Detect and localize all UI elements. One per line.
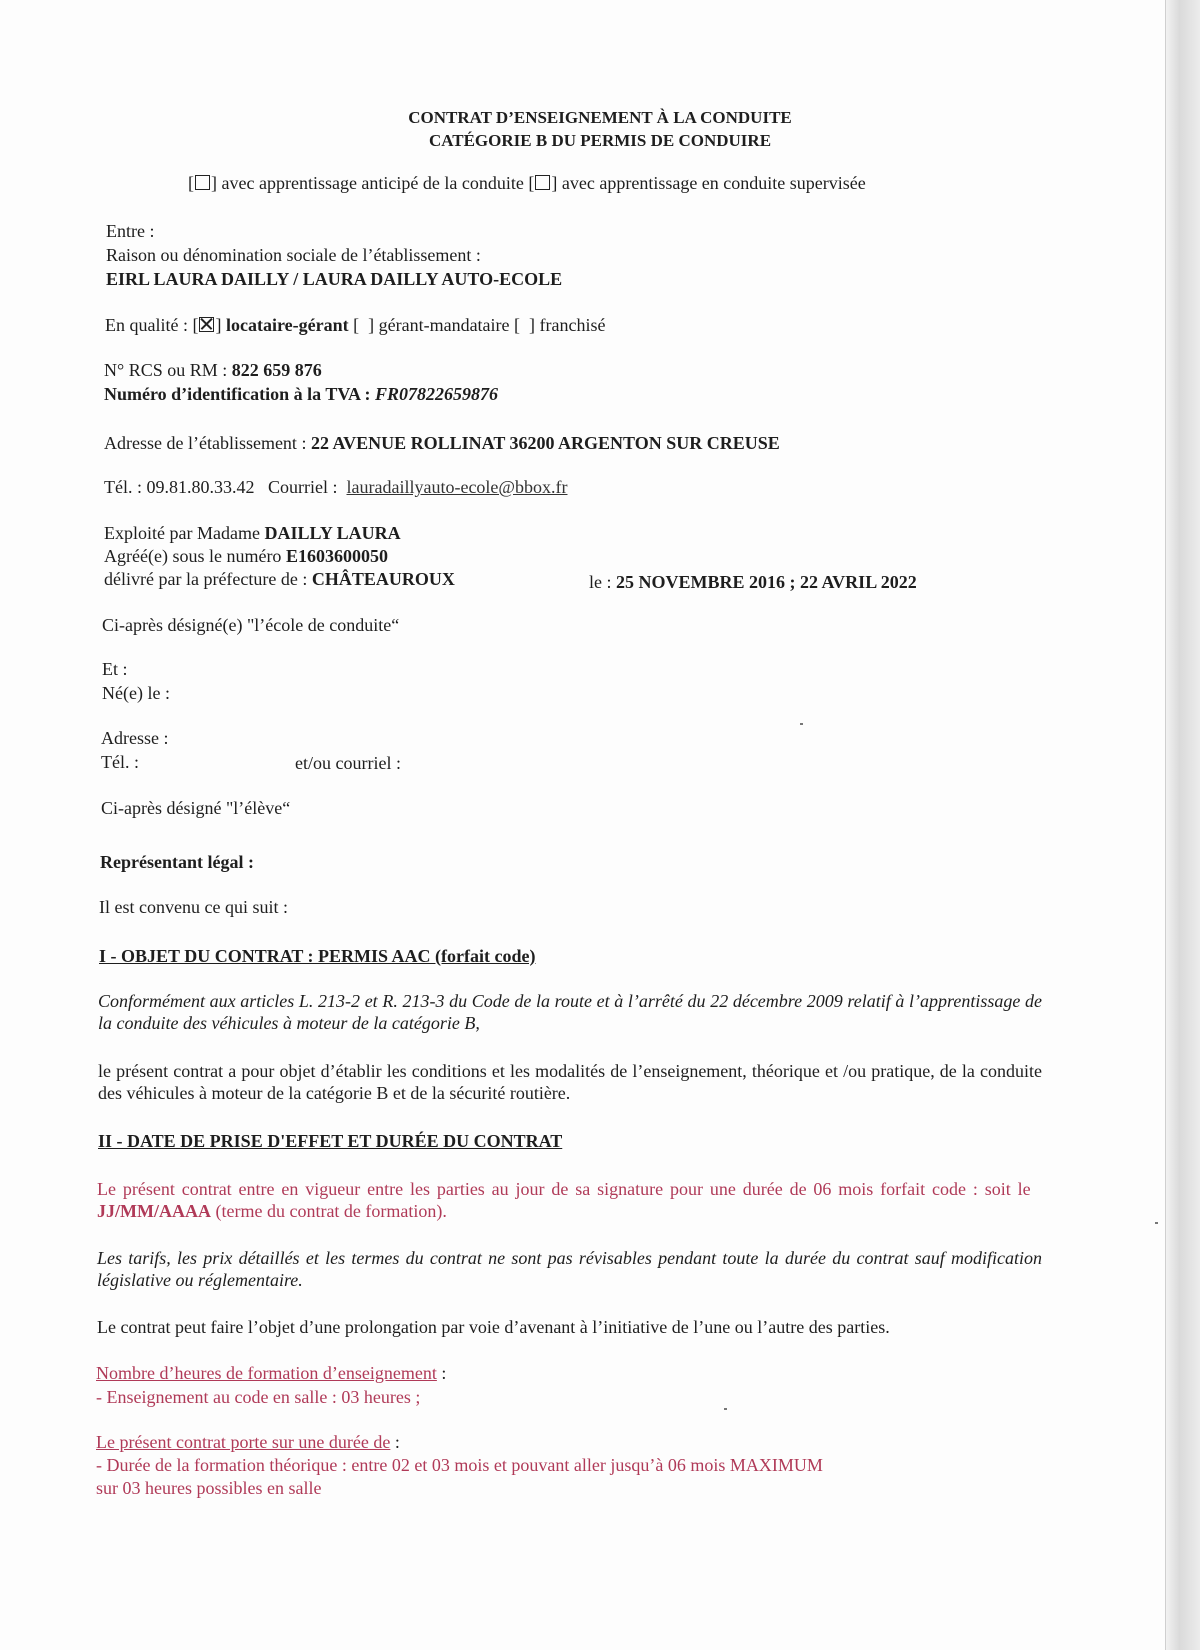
date-value: 25 NOVEMBRE 2016 ; 22 AVRIL 2022 <box>616 572 917 592</box>
designe-eleve: Ci-après désigné "l’élève“ <box>101 798 291 818</box>
prefecture-value: CHÂTEAUROUX <box>311 569 455 589</box>
scan-page-edge <box>1165 0 1200 1650</box>
options-line: [ ] avec apprentissage anticipé de la conduite [ ] avec apprentissage en conduite supervisée <box>188 173 866 193</box>
adresse-label: Adresse de l’établissement : <box>104 433 307 453</box>
adresse-eleve-label: Adresse : <box>101 728 169 748</box>
adresse-line <box>104 432 780 454</box>
convenu-text: Il est convenu ce qui suit : <box>99 897 288 917</box>
email-link[interactable]: lauradaillyauto-ecole@bbox.fr <box>346 477 568 497</box>
heures-line: Nombre d’heures de formation d’enseignement : <box>96 1363 447 1383</box>
tel-value: 09.81.80.33.42 <box>146 477 255 497</box>
qualite-line: En qualité : [ ] locataire-gérant [ ] gérant-mandataire [ ] franchisé <box>105 315 606 335</box>
representant-label: Représentant légal : <box>100 852 254 872</box>
section2-title: II - DATE DE PRISE D'EFFET ET DURÉE DU CONTRAT <box>98 1131 563 1151</box>
section2-prolongation: Le contrat peut faire l’objet d’une prolongation par voie d’avenant à l’initiative de l’une ou l’autre des parties. <box>97 1317 890 1337</box>
adresse-value: 22 AVENUE ROLLINAT 36200 ARGENTON SUR CREUSE <box>310 433 780 453</box>
courriel-eleve-label: et/ou courriel : <box>295 753 401 773</box>
section2-red-tail: (terme du contrat de formation). <box>215 1201 447 1221</box>
checkbox-anticipe[interactable] <box>195 175 210 190</box>
tel-label: Tél. : <box>104 477 142 497</box>
section2-red-date: JJ/MM/AAAA <box>97 1201 211 1221</box>
title-line-2: CATÉGORIE B DU PERMIS DE CONDUIRE <box>428 131 772 150</box>
entre-label: Entre : <box>106 221 155 241</box>
prefecture-date-line <box>589 571 917 593</box>
qualite-opt1: locataire-gérant <box>225 315 349 335</box>
et-label: Et : <box>102 659 128 679</box>
tva-label: Numéro d’identification à la TVA : <box>104 384 371 404</box>
duree-line: Le présent contrat porte sur une durée de : <box>96 1432 400 1452</box>
raison-value: EIRL LAURA DAILLY / LAURA DAILLY AUTO-ECOLE <box>106 269 563 289</box>
duree-item1: - Durée de la formation théorique : entre 02 et 03 mois et pouvant aller jusqu’à 06 mois MAXIMUM <box>96 1455 823 1475</box>
option-anticipe: avec apprentissage anticipé de la conduite <box>221 173 524 193</box>
qualite-opt2: gérant-mandataire <box>378 315 510 335</box>
prefecture-line <box>104 568 455 590</box>
exploite-label: Exploité par Madame <box>104 523 260 543</box>
heures-title: Nombre d’heures de formation d’enseignement <box>96 1363 437 1383</box>
scan-speck <box>724 1408 727 1410</box>
designe-ecole: Ci-après désigné(e) "l’école de conduite“ <box>102 615 400 635</box>
section1-title: I - OBJET DU CONTRAT : PERMIS AAC (forfait code) <box>99 946 536 966</box>
exploite-value: DAILLY LAURA <box>264 523 401 543</box>
qualite-label: En qualité : <box>105 315 188 335</box>
exploite-line <box>104 522 401 544</box>
option-supervise: avec apprentissage en conduite supervisée <box>561 173 866 193</box>
tel-eleve-label: Tél. : <box>101 752 139 772</box>
raison-label: Raison ou dénomination sociale de l’établissement : <box>106 245 481 265</box>
contact-line <box>104 476 567 498</box>
agree-line <box>104 545 388 567</box>
checkbox-supervise[interactable] <box>535 175 550 190</box>
duree-title: Le présent contrat porte sur une durée de <box>96 1432 391 1452</box>
rcs-value: 822 659 876 <box>231 360 322 380</box>
mail-label: Courriel : <box>268 477 338 497</box>
tva-line <box>104 383 498 405</box>
scan-speck <box>800 723 803 725</box>
date-label: le : <box>589 572 612 592</box>
scan-speck <box>1155 1222 1158 1224</box>
checkbox-locataire-gerant[interactable] <box>199 317 214 332</box>
section2-red-paragraph <box>97 1178 1042 1222</box>
qualite-opt3: franchisé <box>539 315 606 335</box>
rcs-line <box>104 359 322 381</box>
ne-le-label: Né(e) le : <box>102 683 170 703</box>
heures-item: - Enseignement au code en salle : 03 heures ; <box>96 1387 421 1407</box>
rcs-label: N° RCS ou RM : <box>104 360 228 380</box>
section2-red-text: Le présent contrat entre en vigueur entre les parties au jour de sa signature pour une durée de 06 mois forfait code : soit le <box>97 1179 1031 1199</box>
duree-item2: sur 03 heures possibles en salle <box>96 1478 322 1498</box>
section1-body: le présent contrat a pour objet d’établir les conditions et les modalités de l’enseignement, théorique et /ou pratique, de la conduite des véhicules à moteur de la catégorie B et de la sécurité routière. <box>98 1061 1042 1103</box>
title-line-1: CONTRAT D’ENSEIGNEMENT À LA CONDUITE <box>408 108 792 127</box>
section2-italic: Les tarifs, les prix détaillés et les termes du contrat ne sont pas révisables pendant toute la durée du contrat sauf modification législative ou réglementaire. <box>97 1248 1042 1290</box>
section1-italic: Conformément aux articles L. 213-2 et R. 213-3 du Code de la route et à l’arrêté du 22 décembre 2009 relatif à l’apprentissage de la conduite des véhicules à moteur de la catégorie B, <box>98 991 1042 1033</box>
agree-label: Agréé(e) sous le numéro <box>104 546 282 566</box>
agree-value: E1603600050 <box>285 546 388 566</box>
prefecture-label: délivré par la préfecture de : <box>104 569 308 589</box>
tva-value: FR07822659876 <box>375 384 499 404</box>
